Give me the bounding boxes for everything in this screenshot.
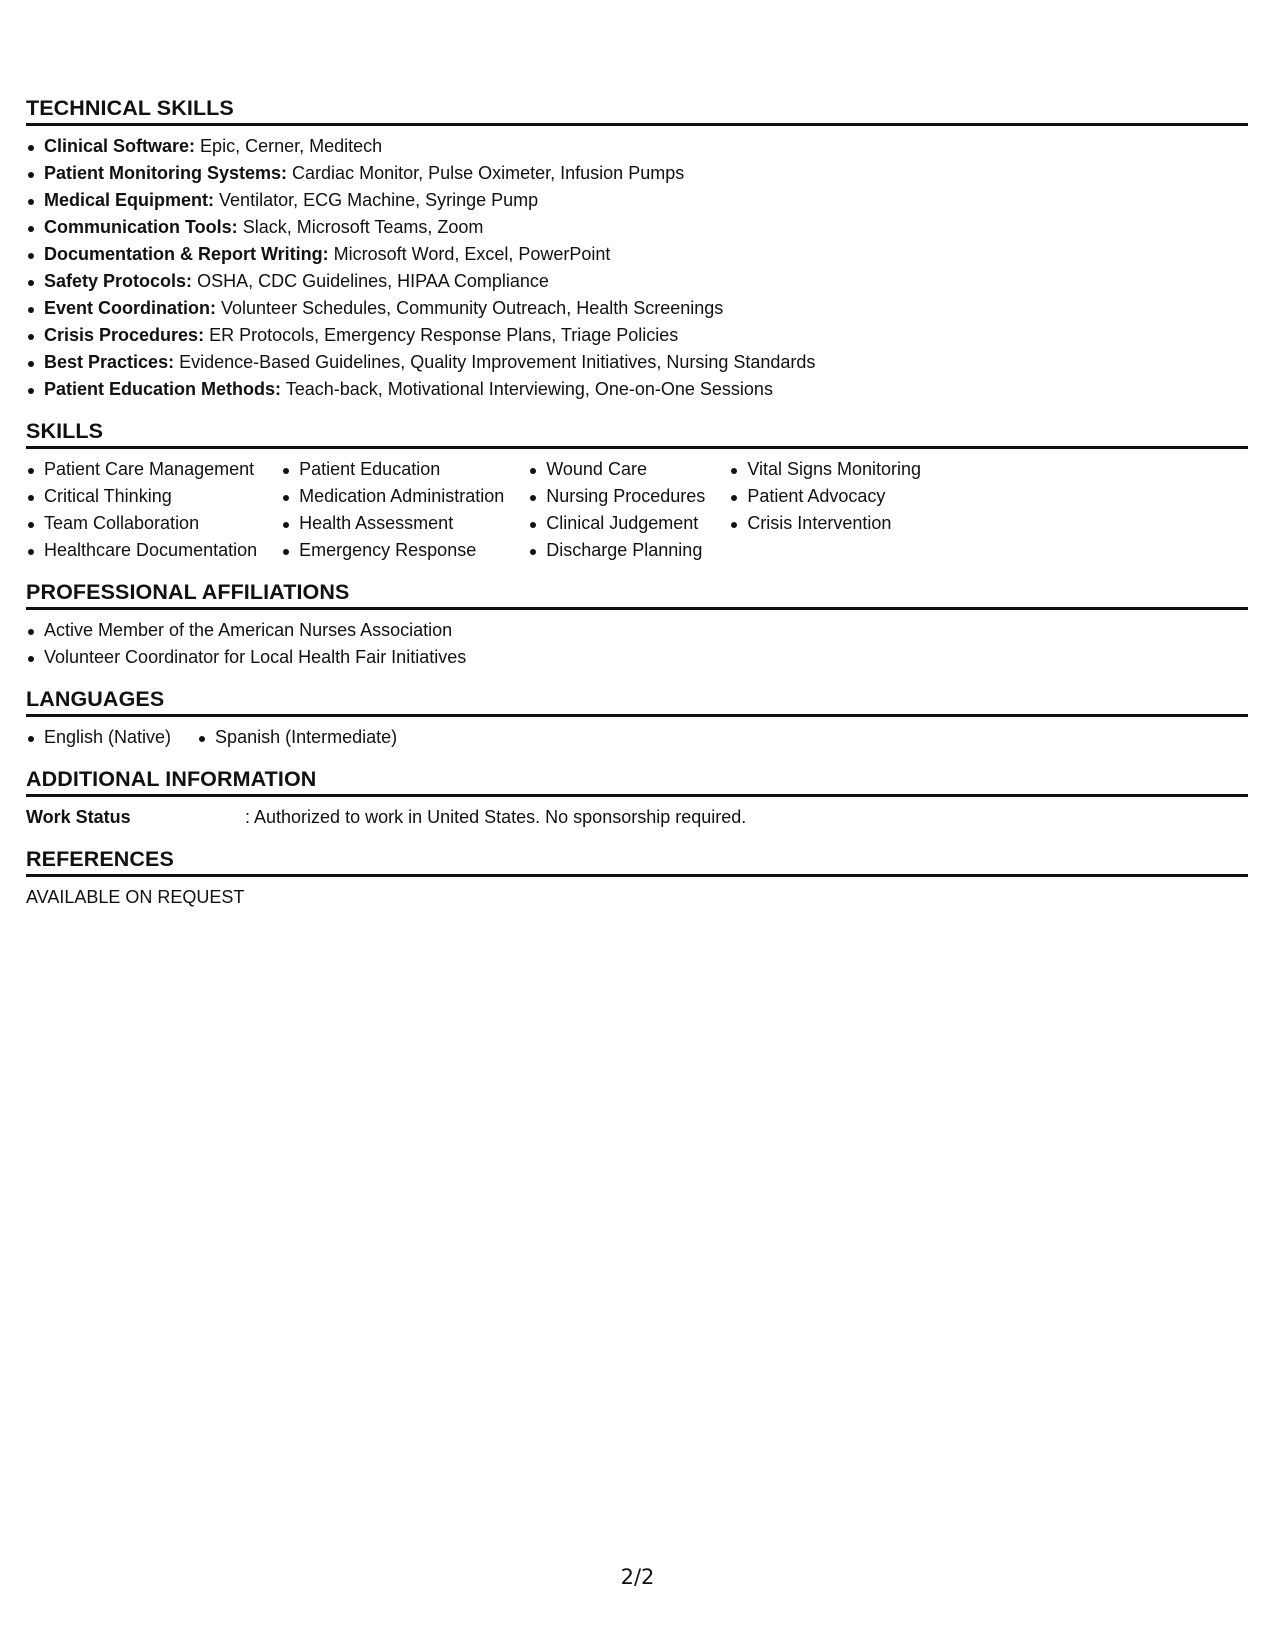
list-item: Active Member of the American Nurses Association <box>26 617 1248 644</box>
list-item: Wound Care <box>528 456 705 483</box>
languages-list <box>26 717 1248 751</box>
skills-column <box>528 456 705 564</box>
list-item: English (Native) <box>26 724 171 751</box>
skill-label: Crisis Procedures: <box>44 325 205 345</box>
skill-value: Teach-back, Motivational Interviewing, One-on-One Sessions <box>285 379 773 399</box>
section-title-references: REFERENCES <box>26 847 1248 877</box>
resume-page <box>26 96 1248 911</box>
list-item: Patient Education <box>281 456 504 483</box>
skill-label: Patient Education Methods: <box>44 379 282 399</box>
list-item <box>26 133 1248 160</box>
skill-value: OSHA, CDC Guidelines, HIPAA Compliance <box>197 271 549 291</box>
list-item: Critical Thinking <box>26 483 257 510</box>
skill-value: Cardiac Monitor, Pulse Oximeter, Infusion Pumps <box>292 163 685 183</box>
skill-label: Clinical Software: <box>44 136 196 156</box>
list-item: Team Collaboration <box>26 510 257 537</box>
section-title-affiliations: PROFESSIONAL AFFILIATIONS <box>26 580 1248 610</box>
section-title-technical-skills: TECHNICAL SKILLS <box>26 96 1248 126</box>
section-title-languages: LANGUAGES <box>26 687 1248 717</box>
list-item: Patient Care Management <box>26 456 257 483</box>
skills-column <box>729 456 921 564</box>
skill-value: Epic, Cerner, Meditech <box>200 136 383 156</box>
list-item: Health Assessment <box>281 510 504 537</box>
list-item: Vital Signs Monitoring <box>729 456 921 483</box>
skill-value: Volunteer Schedules, Community Outreach, Health Screenings <box>221 298 724 318</box>
skill-value: Ventilator, ECG Machine, Syringe Pump <box>219 190 539 210</box>
list-item <box>26 268 1248 295</box>
list-item <box>26 376 1248 403</box>
languages-section <box>26 687 1248 751</box>
list-item <box>26 187 1248 214</box>
list-item <box>26 160 1248 187</box>
list-item: Medication Administration <box>281 483 504 510</box>
list-item: Crisis Intervention <box>729 510 921 537</box>
skills-section <box>26 419 1248 564</box>
list-item <box>26 214 1248 241</box>
info-row <box>26 797 1248 831</box>
list-item: Patient Advocacy <box>729 483 921 510</box>
section-title-skills: SKILLS <box>26 419 1248 449</box>
list-item <box>26 241 1248 268</box>
page-number: 2/2 <box>620 1565 655 1589</box>
skill-value: Microsoft Word, Excel, PowerPoint <box>333 244 611 264</box>
list-item <box>26 349 1248 376</box>
list-item: Healthcare Documentation <box>26 537 257 564</box>
skills-column <box>281 456 504 564</box>
skill-label: Medical Equipment: <box>44 190 215 210</box>
skill-label: Documentation & Report Writing: <box>44 244 329 264</box>
skill-value: Evidence-Based Guidelines, Quality Improvement Initiatives, Nursing Standards <box>179 352 816 372</box>
info-value: : Authorized to work in United States. No sponsorship required. <box>245 807 747 827</box>
list-item: Clinical Judgement <box>528 510 705 537</box>
skill-label: Safety Protocols: <box>44 271 193 291</box>
skill-label: Event Coordination: <box>44 298 216 318</box>
additional-info-section <box>26 767 1248 831</box>
skills-grid <box>26 449 1248 564</box>
list-item <box>26 295 1248 322</box>
skill-label: Communication Tools: <box>44 217 238 237</box>
references-section <box>26 847 1248 911</box>
references-text: AVAILABLE ON REQUEST <box>26 887 245 907</box>
list-item: Discharge Planning <box>528 537 705 564</box>
affiliations-list <box>26 610 1248 671</box>
list-item: Emergency Response <box>281 537 504 564</box>
list-item <box>26 322 1248 349</box>
skills-column <box>26 456 257 564</box>
skill-value: Slack, Microsoft Teams, Zoom <box>242 217 484 237</box>
affiliations-section <box>26 580 1248 671</box>
list-item: Volunteer Coordinator for Local Health Fair Initiatives <box>26 644 1248 671</box>
list-item: Nursing Procedures <box>528 483 705 510</box>
skill-label: Best Practices: <box>44 352 175 372</box>
skill-label: Patient Monitoring Systems: <box>44 163 288 183</box>
technical-skills-section <box>26 96 1248 403</box>
skill-value: ER Protocols, Emergency Response Plans, Triage Policies <box>209 325 679 345</box>
technical-skills-list <box>26 126 1248 403</box>
section-title-additional-info: ADDITIONAL INFORMATION <box>26 767 1248 797</box>
info-key: Work Status <box>26 807 131 827</box>
list-item: Spanish (Intermediate) <box>197 724 397 751</box>
